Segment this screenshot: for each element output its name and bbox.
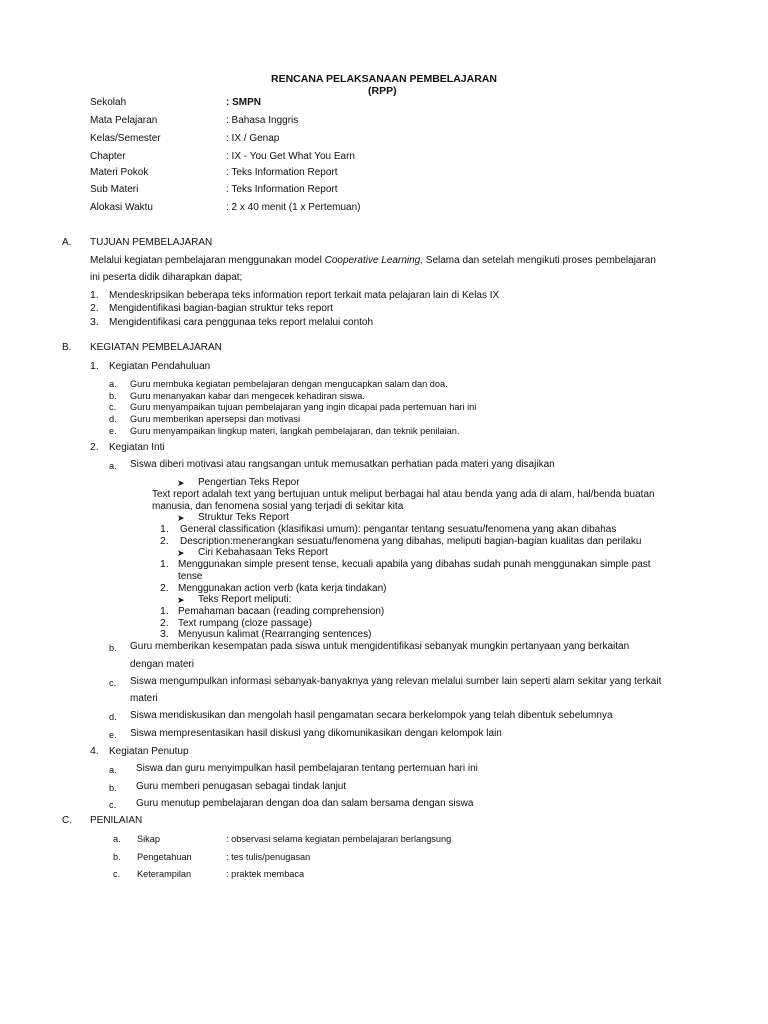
section-heading: PENILAIAN bbox=[90, 815, 143, 826]
activity-item: Guru menyampaikan tujuan pembelajaran yang ingin dicapai pada pertemuan hari ini bbox=[130, 402, 477, 412]
activity-item: Guru menutup pembelajaran dengan doa dan salam bersama dengan siswa bbox=[136, 798, 474, 809]
material-text: Menyusun kalimat (Rearranging sentences) bbox=[178, 629, 372, 640]
item-letter: a. bbox=[113, 834, 121, 844]
identity-label: Materi Pokok bbox=[90, 167, 149, 178]
assessment-label: Sikap bbox=[137, 834, 160, 844]
item-letter: d. bbox=[109, 414, 117, 424]
section-heading: KEGIATAN PEMBELAJARAN bbox=[90, 342, 222, 353]
identity-label: Kelas/Semester bbox=[90, 133, 161, 144]
intro-paragraph: Melalui kegiatan pembelajaran menggunakan model Cooperative Learning, Selama dan setelah mengikuti proses pembelajaran bbox=[90, 255, 656, 266]
item-letter: b. bbox=[109, 643, 117, 653]
subsection-heading: Kegiatan Inti bbox=[109, 442, 165, 453]
section-letter: C. bbox=[62, 815, 72, 826]
subsection-heading: Kegiatan Pendahuluan bbox=[109, 361, 211, 372]
subsection-heading: Kegiatan Penutup bbox=[109, 746, 189, 757]
item-letter: b. bbox=[113, 852, 121, 862]
list-number: 1. bbox=[160, 558, 169, 570]
list-number: 2. bbox=[160, 582, 169, 594]
assessment-label: Pengetahuan bbox=[137, 852, 192, 862]
identity-value: : Teks Information Report bbox=[226, 184, 338, 195]
activity-item: Siswa mendiskusikan dan mengolah hasil pengamatan secara berkelompok yang telah dibentuk sebelumnya bbox=[130, 710, 613, 721]
material-text: Pemahaman bacaan (reading comprehension) bbox=[178, 606, 385, 617]
activity-item: Siswa mengumpulkan informasi sebanyak-banyaknya yang relevan melalui sumber lain seperti alam sekitar yang terkait bbox=[130, 676, 662, 687]
objective-item: Mengidentifikasi bagian-bagian struktur teks report bbox=[109, 303, 334, 314]
assessment-value: : observasi selama kegiatan pembelajaran berlangsung bbox=[226, 834, 452, 844]
item-letter: b. bbox=[109, 391, 117, 401]
material-text: Menggunakan action verb (kata kerja tindakan) bbox=[178, 583, 387, 594]
activity-item: Siswa dan guru menyimpulkan hasil pembelajaran tentang pertemuan hari ini bbox=[136, 763, 478, 774]
intro-paragraph-line: ini peserta didik diharapkan dapat; bbox=[90, 272, 243, 283]
material-heading: Struktur Teks Report bbox=[198, 512, 289, 523]
list-number: 1. bbox=[90, 289, 99, 301]
list-number: 2. bbox=[160, 535, 169, 547]
item-letter: c. bbox=[109, 402, 117, 412]
arrow-bullet-icon: ➤ bbox=[177, 478, 185, 488]
item-letter: c. bbox=[113, 869, 121, 879]
identity-value: : 2 x 40 menit (1 x Pertemuan) bbox=[226, 202, 361, 213]
material-text: manusia, dan fenomena sosial yang terjadi di sekitar kita bbox=[152, 501, 404, 512]
arrow-bullet-icon: ➤ bbox=[177, 595, 185, 605]
activity-item: Guru membuka kegiatan pembelajaran dengan mengucapkan salam dan doa. bbox=[130, 379, 448, 389]
material-text: Menggunakan simple present tense, kecuali apabila yang dibahas sudah punah menggunakan simple past bbox=[178, 559, 651, 570]
item-letter: c. bbox=[109, 678, 117, 688]
assessment-label: Keterampilan bbox=[137, 869, 192, 879]
list-number: 1. bbox=[90, 360, 99, 372]
material-text: Text rumpang (cloze passage) bbox=[178, 618, 312, 629]
activity-item: Siswa mempresentasikan hasil diskusi yang dikomunikasikan dengan kelompok lain bbox=[130, 728, 502, 739]
item-letter: a. bbox=[109, 765, 117, 775]
arrow-bullet-icon: ➤ bbox=[177, 513, 185, 523]
list-number: 2. bbox=[160, 617, 169, 629]
item-letter: e. bbox=[109, 730, 117, 740]
document-title: RENCANA PELAKSANAAN PEMBELAJARAN bbox=[271, 73, 497, 85]
assessment-value: : tes tulis/penugasan bbox=[226, 852, 311, 862]
material-text: Description:menerangkan sesuatu/fenomena yang dibahas, meliputi bagian-bagian kualitas dan perilaku bbox=[180, 536, 642, 547]
item-letter: a. bbox=[109, 379, 117, 389]
activity-item: Guru menyampaikan lingkup materi, langkah pembelajaran, dan teknik penilaian. bbox=[130, 426, 460, 436]
identity-label: Alokasi Waktu bbox=[90, 202, 153, 213]
activity-item: Siswa diberi motivasi atau rangsangan untuk memusatkan perhatian pada materi yang disajikan bbox=[130, 459, 555, 470]
activity-item: Guru memberi penugasan sebagai tindak lanjut bbox=[136, 781, 347, 792]
document-subtitle: (RPP) bbox=[368, 85, 397, 97]
identity-value: : Bahasa Inggris bbox=[226, 115, 299, 126]
identity-label: Chapter bbox=[90, 151, 126, 162]
section-letter: B. bbox=[62, 342, 72, 353]
objective-item: Mendeskripsikan beberapa teks information report terkait mata pelajaran lain di Kelas IX bbox=[109, 290, 500, 301]
material-text: Text report adalah text yang bertujuan untuk meliput berbagai hal atau benda yang ada di alam, hal/benda buatan bbox=[152, 489, 655, 500]
activity-item-line: materi bbox=[130, 693, 158, 704]
item-letter: d. bbox=[109, 712, 117, 722]
list-number: 4. bbox=[90, 745, 99, 757]
identity-label: Mata Pelajaran bbox=[90, 115, 158, 126]
material-heading: Pengertian Teks Repor bbox=[198, 477, 300, 488]
identity-value: : IX - You Get What You Earn bbox=[226, 151, 355, 162]
objective-item: Mengidentifikasi cara penggunaa teks report melalui contoh bbox=[109, 317, 374, 328]
material-heading: Teks Report meliputi: bbox=[198, 594, 292, 605]
list-number: 3. bbox=[160, 628, 169, 640]
material-text: tense bbox=[178, 571, 203, 582]
material-text: General classification (klasifikasi umum): pengantar tentang sesuatu/fenomena yang akan dibahas bbox=[180, 524, 617, 535]
item-letter: b. bbox=[109, 783, 117, 793]
section-letter: A. bbox=[62, 237, 72, 248]
identity-label: Sekolah bbox=[90, 97, 127, 108]
material-heading: Ciri Kebahasaan Teks Report bbox=[198, 547, 328, 558]
list-number: 2. bbox=[90, 441, 99, 453]
activity-item-line: dengan materi bbox=[130, 659, 194, 670]
activity-item: Guru memberikan kesempatan pada siswa untuk mengidentifikasi sebanyak mungkin pertanyaan yang berkaitan bbox=[130, 641, 630, 652]
list-number: 3. bbox=[90, 316, 99, 328]
activity-item: Guru memberikan apersepsi dan motivasi bbox=[130, 414, 301, 424]
item-letter: a. bbox=[109, 461, 117, 471]
activity-item: Guru menanyakan kabar dan mengecek kehadiran siswa. bbox=[130, 391, 365, 401]
assessment-value: : praktek membaca bbox=[226, 869, 305, 879]
identity-label: Sub Materi bbox=[90, 184, 139, 195]
section-heading: TUJUAN PEMBELAJARAN bbox=[90, 237, 213, 248]
list-number: 1. bbox=[160, 523, 169, 535]
item-letter: e. bbox=[109, 426, 117, 436]
arrow-bullet-icon: ➤ bbox=[177, 548, 185, 558]
list-number: 1. bbox=[160, 605, 169, 617]
identity-value: : Teks Information Report bbox=[226, 167, 338, 178]
identity-value: : IX / Genap bbox=[226, 133, 280, 144]
item-letter: c. bbox=[109, 800, 117, 810]
identity-value: : SMPN bbox=[226, 97, 261, 108]
list-number: 2. bbox=[90, 302, 99, 314]
